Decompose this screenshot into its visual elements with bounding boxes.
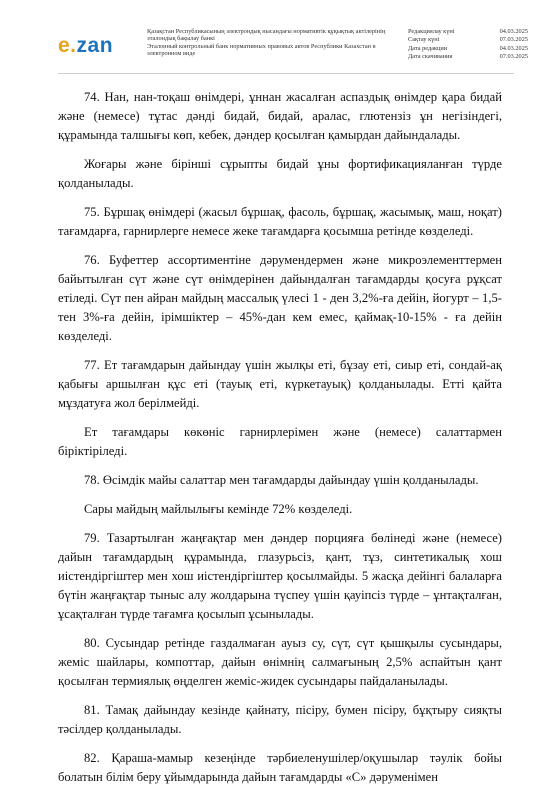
paragraph: 80. Сусындар ретінде газдалмаған ауыз су, сүт, сүт қышқылы сусындары, жеміс шайлары, компоттар, дайын өнімнің салмағының 2,5% аспайтын қант қосылған термиялық өңделген жеміс-жидек сусындары пайдаланылады. xyxy=(58,636,502,688)
meta-value: 04.03.2025 xyxy=(499,28,528,35)
paragraph: 81. Тамақ дайындау кезінде қайнату, пісіру, бумен пісіру, бұқтыру сияқты тәсілдер қолданылады. xyxy=(58,703,502,736)
header-title xyxy=(147,28,392,57)
header-divider xyxy=(58,73,514,74)
meta-row xyxy=(408,36,528,44)
paragraph: 75. Бұршақ өнімдері (жасыл бұршақ, фасоль, бұршақ, жасымық, маш, ноқат) тағамдарға, гарнирлерге немесе жеке тағамдарға қосымша ретінде көзделеді. xyxy=(58,205,502,238)
paragraph: 82. Қараша-мамыр кезеңінде тәрбиеленушілер/оқушылар тәулік бойы болатын білім беру ұйымдарында дайын тағамдарды «С» дәруменімен xyxy=(58,751,502,784)
meta-label: Сақтау күні xyxy=(408,36,440,44)
meta-row xyxy=(408,28,528,36)
paragraph: Жоғары және бірінші сұрыпты бидай ұны фортификацияланған түрде қолданылады. xyxy=(58,157,502,190)
meta-label: Дата редакции xyxy=(408,44,448,52)
logo-e-part: e. xyxy=(58,34,77,57)
meta-label: Дата скачивания xyxy=(408,53,453,61)
paragraph: Сары майдың майлылығы кемінде 72% көзделеді. xyxy=(84,502,353,516)
meta-label: Редакциялау күні xyxy=(408,28,455,35)
paragraph: 77. Ет тағамдарын дайындау үшін жылқы еті, бұзау еті, сиыр еті, сондай-ақ қабығы аршылған құс еті (тауық еті, күркетауық) қолданылады. Етті қайта мұздатуға жол берілмейді. xyxy=(58,358,502,410)
ezan-logo[interactable] xyxy=(58,34,113,58)
meta-row xyxy=(408,53,528,61)
meta-value: 07.03.2025 xyxy=(499,53,528,61)
paragraph: 79. Тазартылған жаңғақтар мен дәндер порцияға бөлінеді және (немесе) дайын тағамдардың құрамында, глазурьсіз, қант, тұз, синтетикалық хош иістендіргіштер мен хош иістендіргіштер қосылмайды. 5 жасқа дейінгі балаларға бүтін жаңғақтар тыныс алу жолдарына түспеу үшін қауіпсіз түрде – ұнтақталған, ұсақталған түрде тағамға қосылып ұсынылады. xyxy=(58,531,502,621)
document-body xyxy=(58,88,502,797)
meta-value: 07.03.2025 xyxy=(499,36,528,44)
meta-value: 04.03.2025 xyxy=(499,44,528,52)
paragraph: 74. Нан, нан-тоқаш өнімдері, ұннан жасалған аспаздық өнімдер қара бидай және (немесе) тұтас дәнді бидай, бидай, аралас, глютензіз ұн негізіндегі, құрамында талшығы көп, кебек, дәндер қосылған қамырдан дайындалады. xyxy=(58,90,502,142)
header-title-kz: Қазақстан Республикасының электрондық нысандағы нормативтік құқықтық актілерінің эталондық бақылау банкі xyxy=(147,28,386,43)
header-meta xyxy=(408,28,528,62)
meta-row xyxy=(408,45,528,53)
document-header xyxy=(0,0,557,72)
paragraph: Ет тағамдары көкөніс гарнирлерімен және (немесе) салаттармен біріктіріледі. xyxy=(58,425,502,458)
paragraph: 76. Буфеттер ассортиментіне дәрумендермен және микроэлементтермен байытылған сүт және сүт өнімдерінен дайындалған тағамдарды қосуға рұқсат етіледі. Сүт пен айран майдың массалық үлесі 1 - ден 3,2%-ға дейін, йогурт – 1,5-тен 3%-ға дейін, ірімшіктер – 45%-дан кем емес, қаймақ-10-15% - ға дейін көзделеді. xyxy=(58,253,502,343)
logo-zan-part: zan xyxy=(76,34,114,57)
header-title-ru: Эталонный контрольный банк нормативных правовых актов Республики Казахстан в электронном виде xyxy=(147,42,376,57)
paragraph: 78. Өсімдік майы салаттар мен тағамдарды дайындау үшін қолданылады. xyxy=(84,473,479,487)
